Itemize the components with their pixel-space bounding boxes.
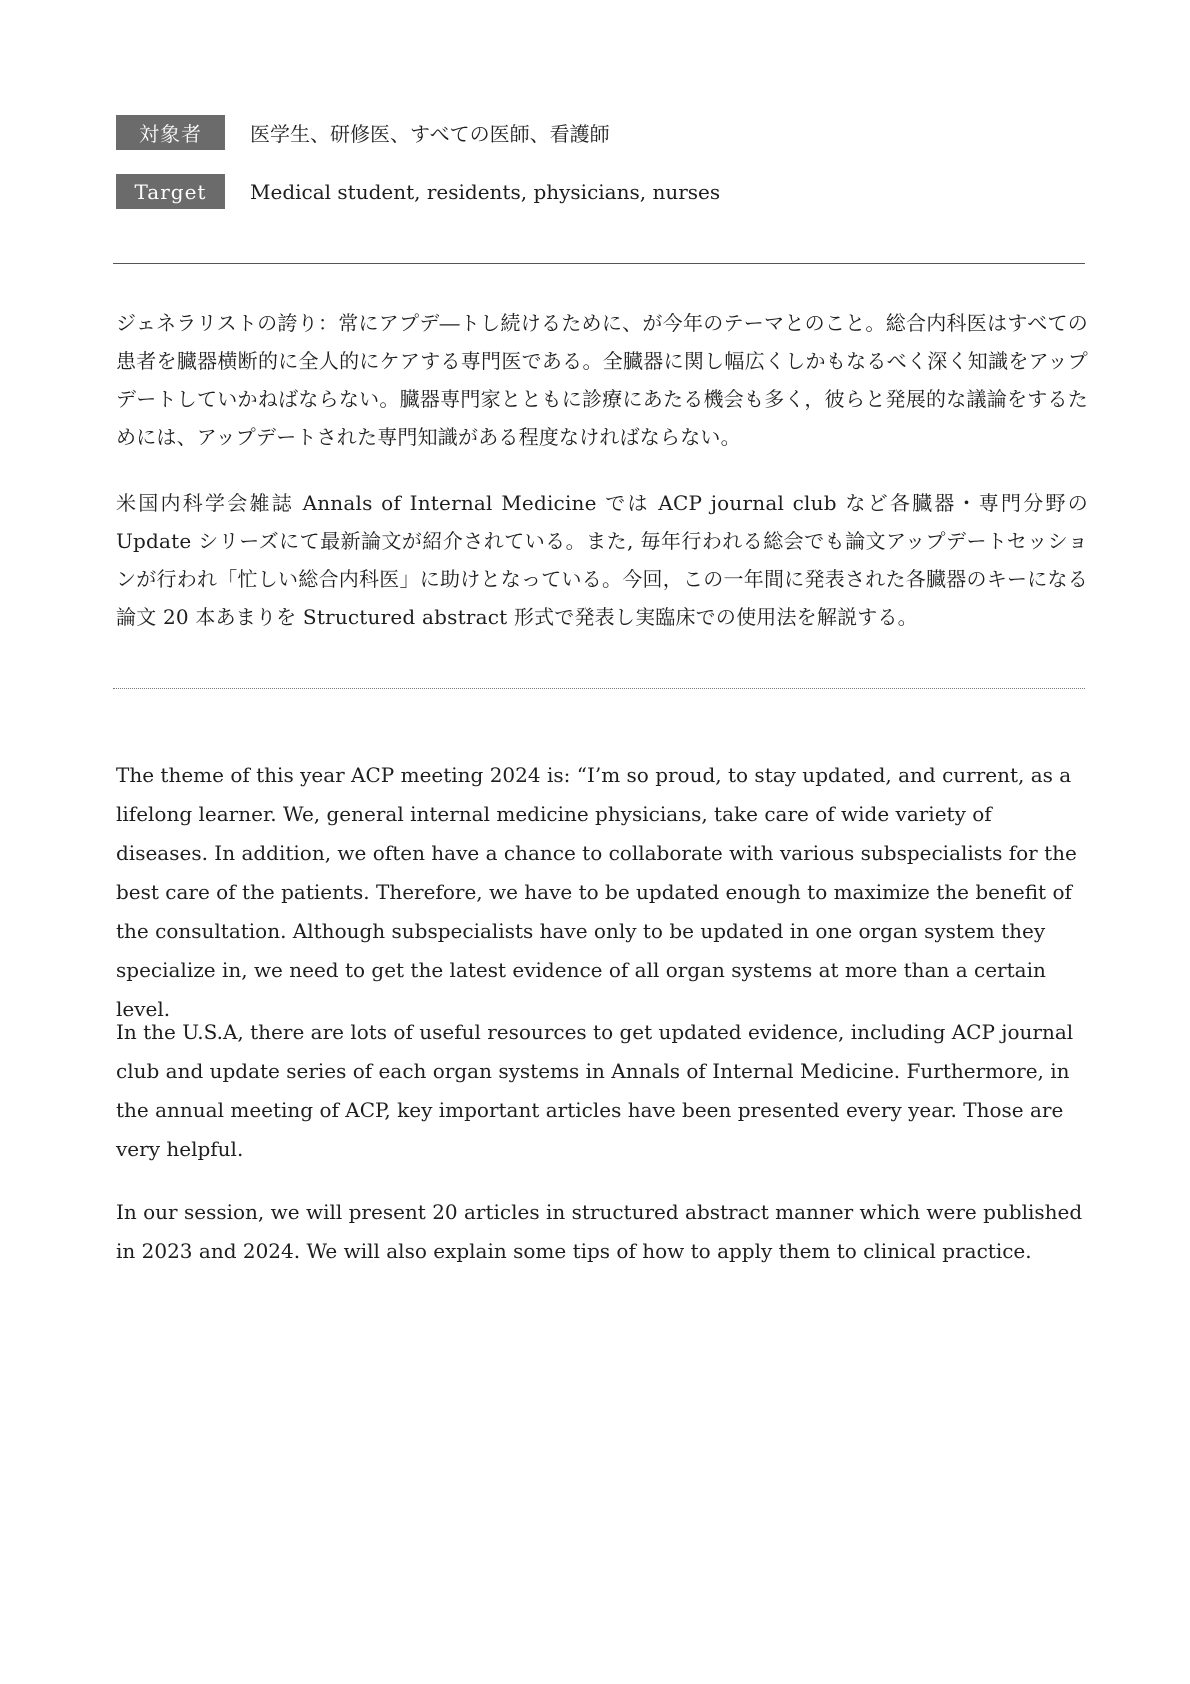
english-paragraph-3: In our session, we will present 20 articles in structured abstract manner which were published in 2023 and 2024. We will also explain some tips of how to apply them to clinical practice. bbox=[116, 1200, 1083, 1263]
target-ja-row bbox=[116, 115, 610, 150]
language-divider bbox=[113, 688, 1085, 689]
english-paragraph-2: In the U.S.A, there are lots of useful resources to get updated evidence, including ACP journal club and update series of each organ systems in Annals of Internal Medicine. Furthermore, in the annual meeting of ACP, key important articles have been presented every year. Those are very helpful. bbox=[116, 1020, 1074, 1161]
target-en-label: Target bbox=[116, 174, 225, 209]
japanese-paragraph-2: 米国内科学会雑誌 Annals of Internal Medicine では ACP journal club など各臓器・専門分野の Update シリーズにて最新論文が紹介されている。また, 毎年行われる総会でも論文アップデートセッションが行われ「忙しい総合内科医」に助けとなっている。今回，この一年間に発表された各臓器のキーになる論文 20 本あまりを Structured abstract 形式で発表し実臨床での使用法を解説する。 bbox=[116, 491, 1088, 629]
target-ja-label: 対象者 bbox=[116, 115, 225, 150]
english-paragraph-1: The theme of this year ACP meeting 2024 is: “I’m so proud, to stay updated, and current, as a lifelong learner. We, general internal medicine physicians, take care of wide variety of diseases. In addition, we often have a chance to collaborate with various subspecialists for the best care of the patients. Therefore, we have to be updated enough to maximize the benefit of the consultation. Although subspecialists have only to be updated in one organ system they specialize in, we need to get the latest evidence of all organ systems at more than a certain level. bbox=[116, 763, 1077, 1021]
japanese-paragraph-1: ジェネラリストの誇り：常にアプデ―トし続けるために、が今年のテーマとのこと。総合内科医はすべての患者を臓器横断的に全人的にケアする専門医である。全臓器に関し幅広くしかもなるべく深く知識をアップデートしていかねばならない。臓器専門家とともに診療にあたる機会も多く，彼らと発展的な議論をするためには、アップデートされた専門知識がある程度なければならない。 bbox=[116, 311, 1088, 449]
target-en-value: Medical student, residents, physicians, nurses bbox=[250, 179, 721, 204]
section-divider bbox=[113, 263, 1085, 264]
target-en-row bbox=[116, 174, 720, 209]
target-ja-value: 医学生、研修医、すべての医師、看護師 bbox=[250, 122, 610, 146]
